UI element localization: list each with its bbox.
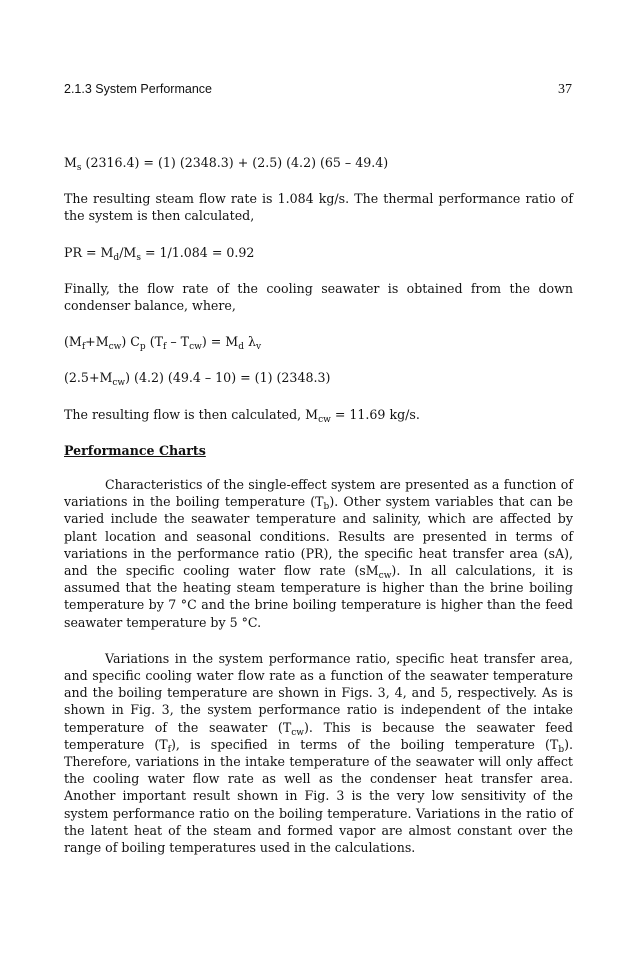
- equation-condenser-values: [64, 369, 573, 389]
- text-subscript: cw: [318, 414, 331, 425]
- text-run: ). In all calculations, it is assumed that the heating steam temperature is higher than the brine boiling temperature by 7 °C and the brine boiling temperature is higher than the feed seawater temperature by 5 °C.: [64, 563, 574, 630]
- equation-steam-balance: [64, 154, 573, 171]
- eq-subscript: p: [139, 342, 146, 353]
- text-subscript: b: [558, 744, 565, 755]
- eq-subscript: v: [255, 342, 262, 353]
- eq-text: ) = M: [201, 334, 239, 350]
- eq-subscript: d: [113, 252, 120, 263]
- text-subscript: cw: [378, 571, 392, 582]
- text-run: Characteristics of the single-effect system are presented as a function of variations in the boiling temperature (T: [64, 477, 573, 510]
- text-run: The resulting flow is then calculated, M: [64, 406, 319, 422]
- paragraph-steam-flow: The resulting steam flow rate is 1.084 kg/s. The thermal performance ratio of the system is then calculated,: [64, 191, 573, 224]
- paragraph-characteristics: [64, 476, 573, 631]
- eq-text: M: [64, 155, 77, 170]
- eq-subscript: s: [76, 163, 82, 173]
- eq-subscript: cw: [108, 342, 122, 353]
- eq-text: +M: [85, 334, 109, 350]
- eq-text: ) (4.2) (49.4 – 10) = (1) (2348.3): [125, 370, 331, 386]
- eq-text: – T: [166, 334, 190, 350]
- eq-text: /M: [119, 244, 137, 260]
- running-header: [64, 82, 572, 102]
- text-subscript: f: [167, 744, 171, 755]
- eq-subscript: d: [238, 342, 244, 353]
- equation-performance-ratio: [64, 244, 573, 261]
- eq-subscript: cw: [112, 378, 126, 389]
- eq-text: (2316.4) = (1) (2348.3) + (2.5) (4.2) (65 – 49.4): [81, 155, 389, 170]
- section-heading: Performance Charts: [64, 442, 206, 458]
- text-subscript: b: [323, 502, 330, 513]
- text-run: Variations in the system performance ratio, specific heat transfer area, and specific cooling water flow rate as a function of the seawater temperature and the boiling temperature are shown in Figs. 3, 4, and 5, respectively. As is shown in Fig. 3, the system performance ratio is independent of the intake temperature of the seawater (T: [64, 650, 573, 735]
- eq-subscript: f: [81, 342, 86, 353]
- paragraph-variations: [64, 650, 573, 856]
- eq-subscript: f: [163, 342, 167, 353]
- text-run: ). This is because the seawater feed temperature (T: [64, 719, 573, 752]
- eq-text: = 1/1.084 = 0.92: [140, 244, 255, 260]
- equation-condenser-balance: [64, 333, 573, 353]
- text-run: ). Therefore, variations in the intake temperature of the seawater will only affect the cooling water flow rate as well as the condenser heat transfer area. Another important result shown in Fig. 3 is the very low sensitivity of the system performance ratio on the boiling temperature. Variations in the ratio of the latent heat of the steam and formed vapor are almost constant over the range of boiling temperatures used in the calculations.: [64, 736, 573, 856]
- text-run: ), is specified in terms of the boiling temperature (T: [170, 736, 559, 752]
- eq-text: λ: [243, 334, 256, 350]
- text-run: ). Other system variables that can be varied include the seawater temperature and salinity, which are affected by plant location and seasonal conditions. Results are presented in terms of variations in the performance ratio (PR), the specific heat transfer area (sA), and the specific cooling water flow rate (sM: [64, 494, 574, 579]
- text-run: = 11.69 kg/s.: [330, 406, 420, 422]
- eq-text: (M: [64, 334, 82, 350]
- page-number: 37: [558, 82, 572, 97]
- eq-text: (T: [145, 334, 164, 350]
- eq-text: PR = M: [64, 244, 114, 260]
- body-text: [64, 154, 573, 856]
- section-title: 2.1.3 System Performance: [64, 82, 212, 96]
- eq-text: (2.5+M: [64, 370, 113, 386]
- eq-subscript: s: [136, 252, 141, 263]
- eq-subscript: cw: [189, 342, 202, 353]
- paragraph-cooling-flow-result: [64, 406, 573, 423]
- eq-text: ) C: [121, 334, 140, 350]
- paragraph-cooling-seawater: Finally, the flow rate of the cooling seawater is obtained from the down condenser balance, where,: [64, 280, 573, 314]
- text-subscript: cw: [291, 727, 304, 738]
